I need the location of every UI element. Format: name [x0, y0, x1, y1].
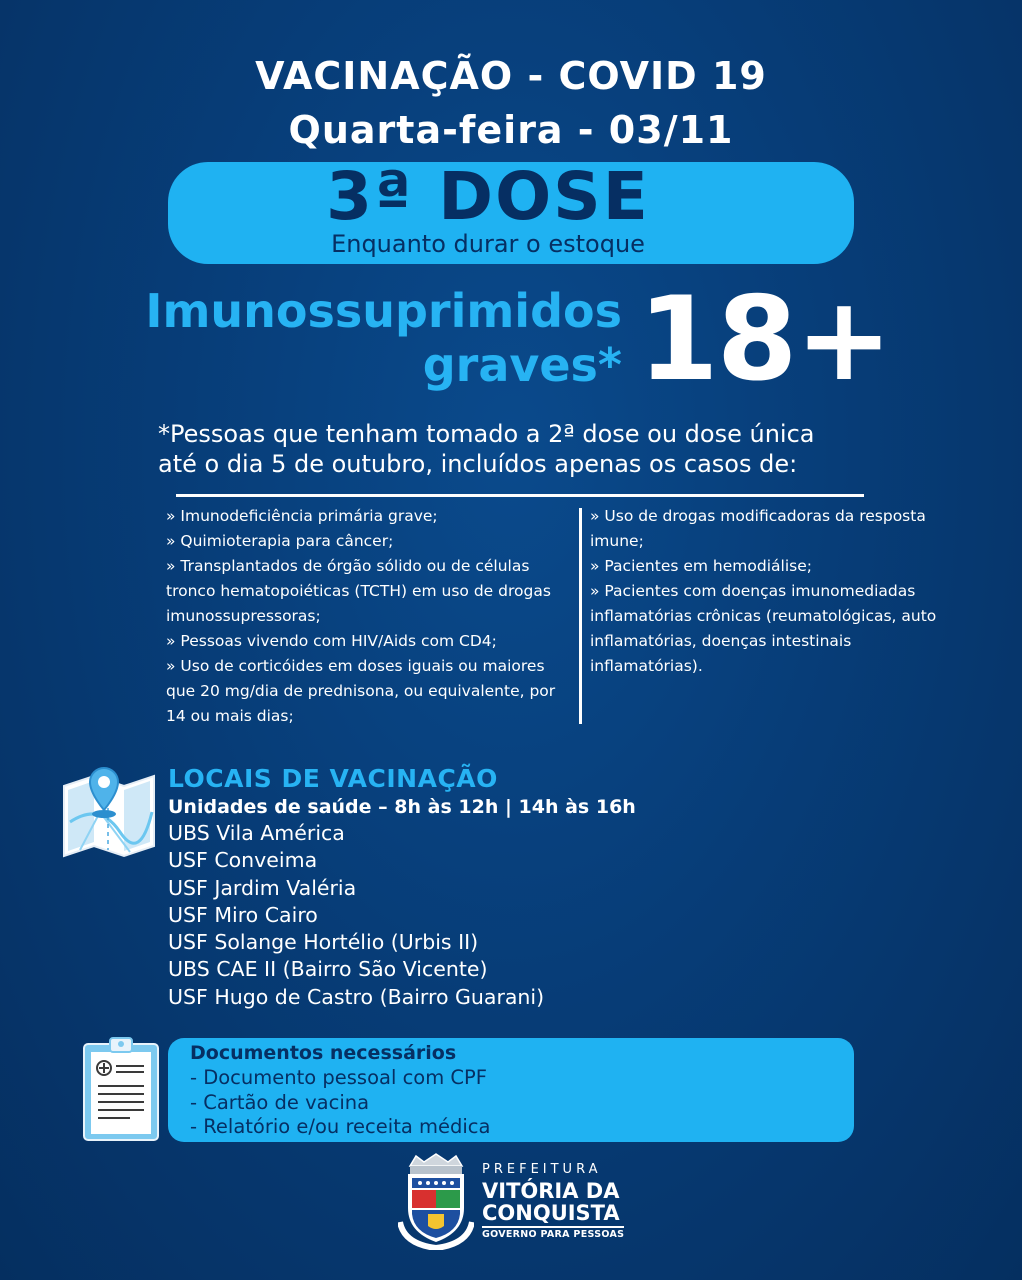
documents-list [190, 1066, 490, 1140]
condition-item: » Transplantados de órgão sólido ou de células tronco hematopoiéticas (TCTH) em uso de drogas imunossupressoras; [166, 557, 551, 625]
list-item: USF Conveima [168, 848, 318, 873]
locations-title: LOCAIS DE VACINAÇÃO [168, 764, 498, 793]
condition-item: » Pacientes em hemodiálise; [590, 557, 812, 575]
map-pin-icon [60, 762, 160, 858]
age-badge: 18+ [638, 272, 891, 407]
city-name-line1: VITÓRIA DA [482, 1179, 620, 1203]
condition-item: » Uso de corticóides em doses iguais ou maiores que 20 mg/dia de prednisona, ou equivalente, por 14 ou mais dias; [166, 657, 556, 725]
condition-item: » Quimioterapia para câncer; [166, 532, 394, 550]
list-item: USF Hugo de Castro (Bairro Guarani) [168, 984, 545, 1009]
condition-item: » Imunodeficiência primária grave; [166, 507, 438, 525]
list-item: USF Jardim Valéria [168, 875, 357, 900]
conditions-right [590, 504, 960, 679]
list-item: UBS CAE II (Bairro São Vicente) [168, 957, 488, 982]
prefeitura-label: PREFEITURA [482, 1162, 602, 1177]
documents-title: Documentos necessários [190, 1042, 457, 1064]
group-line1: Imunossuprimidos [145, 284, 622, 338]
list-item: - Cartão de vacina [190, 1090, 370, 1114]
divider-horizontal [176, 494, 864, 497]
dose-subtitle: Enquanto durar o estoque [331, 230, 645, 258]
slogan: GOVERNO PARA PESSOAS [482, 1229, 625, 1240]
note-line2: até o dia 5 de outubro, incluídos apenas os casos de: [158, 450, 798, 478]
note-line1: *Pessoas que tenham tomado a 2ª dose ou dose única [158, 420, 815, 448]
dose-title: 3ª DOSE [326, 158, 650, 235]
documents-box [168, 1038, 854, 1142]
group-line2: graves* [422, 338, 622, 392]
city-name-line2: CONQUISTA [482, 1201, 620, 1225]
list-item: USF Solange Hortélio (Urbis II) [168, 930, 479, 955]
locations-hours: Unidades de saúde – 8h às 12h | 14h às 16h [168, 796, 636, 818]
condition-item: » Uso de drogas modificadoras da resposta imune; [590, 507, 926, 550]
units-list [168, 820, 544, 1011]
conditions-left [166, 504, 566, 729]
condition-item: » Pacientes com doenças imunomediadas inflamatórias crônicas (reumatológicas, auto inflamatórias, doenças intestinais inflamatórias). [590, 582, 937, 675]
city-crest-icon [398, 1152, 474, 1250]
divider-vertical [579, 508, 582, 724]
slogan-divider [482, 1226, 624, 1228]
list-item: UBS Vila América [168, 821, 345, 845]
title-line2: Quarta-feira - 03/11 [288, 108, 734, 152]
list-item: - Documento pessoal com CPF [190, 1066, 488, 1089]
list-item: USF Miro Cairo [168, 902, 318, 927]
condition-item: » Pessoas vivendo com HIV/Aids com CD4; [166, 632, 497, 650]
dose-banner [168, 158, 854, 264]
clipboard-icon [82, 1036, 160, 1142]
title-line1: VACINAÇÃO - COVID 19 [255, 54, 767, 98]
list-item: - Relatório e/ou receita médica [190, 1115, 491, 1138]
